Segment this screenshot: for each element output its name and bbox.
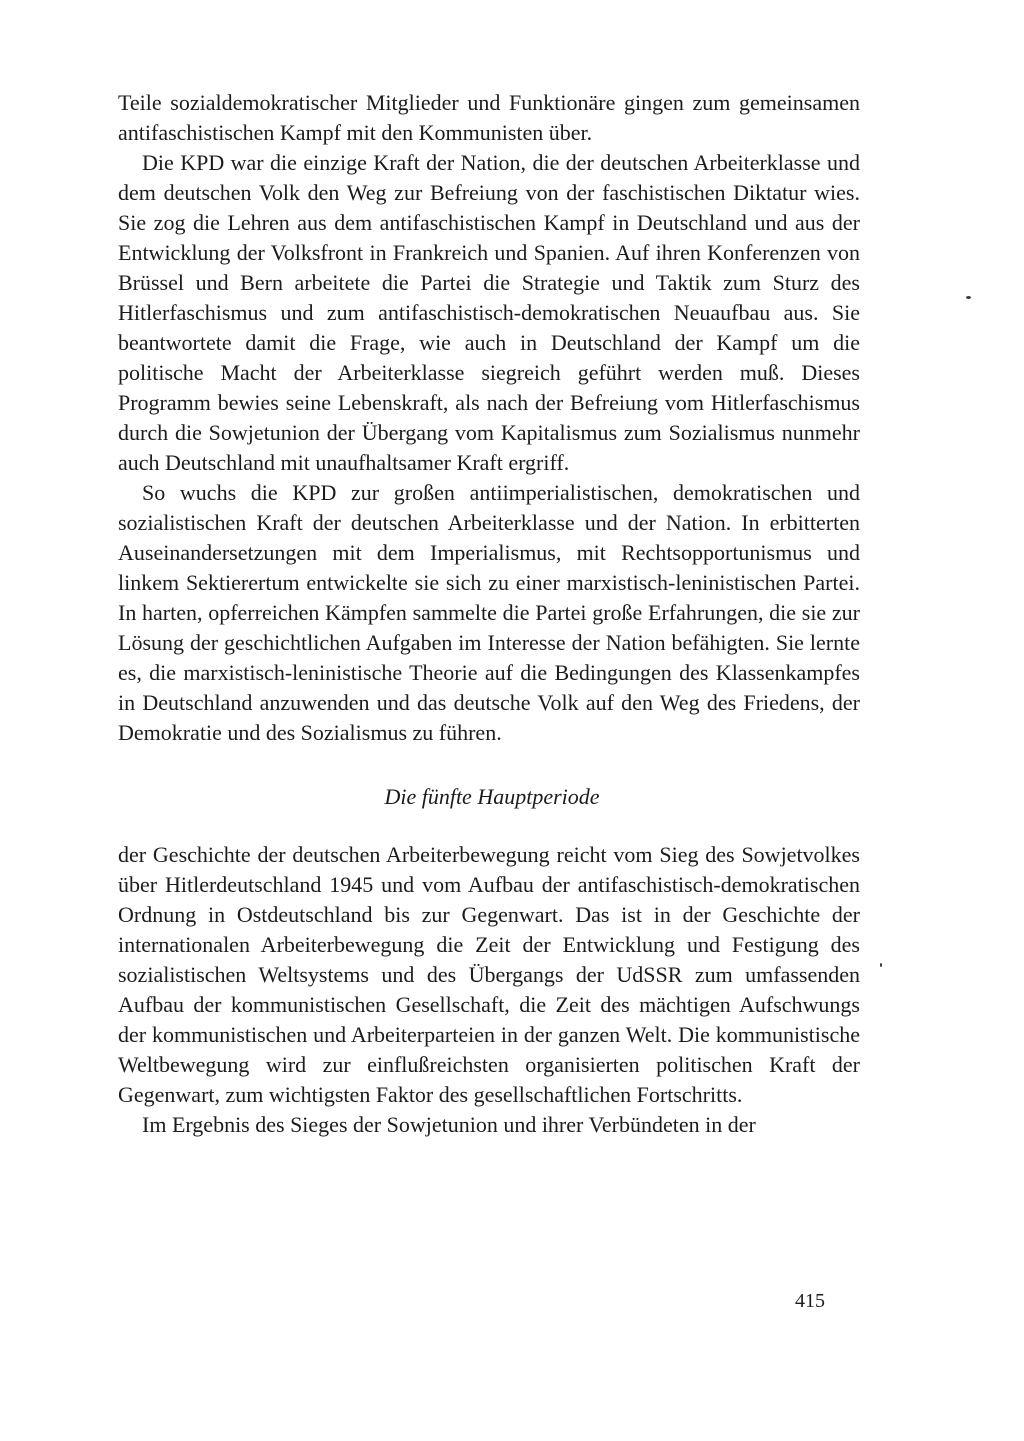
page-number: 415 xyxy=(795,1290,825,1312)
page-body xyxy=(118,88,860,1140)
scan-speck xyxy=(966,296,971,299)
paragraph-5: Im Ergebnis des Sieges der Sowjetunion und ihrer Verbündeten in der xyxy=(142,1112,756,1137)
section-heading: Die fünfte Hauptperiode xyxy=(384,784,600,809)
paragraph-1: Teile sozialdemokratischer Mitglieder und Funktionäre gingen zum gemeinsamen antifaschistischen Kampf mit den Kommunisten über. xyxy=(118,90,860,145)
paragraph-4: der Geschichte der deutschen Arbeiterbewegung reicht vom Sieg des Sowjetvolkes über Hitlerdeutschland 1945 und vom Aufbau der antifaschistisch-demokratischen Ordnung in Ostdeutschland bis zur Gegenwart. Das ist in der Geschichte der internationalen Arbeiterbewegung die Zeit der Entwicklung und Festigung des sozialistischen Weltsystems und des Übergangs der UdSSR zum umfassenden Aufbau der kommunistischen Gesellschaft, die Zeit des mächtigen Aufschwungs der kommunistischen und Arbeiterparteien in der ganzen Welt. Die kommunistische Weltbewegung wird zur einflußreichsten organisierten politischen Kraft der Gegenwart, zum wichtigsten Faktor des gesellschaftlichen Fortschritts. xyxy=(118,842,860,1107)
paragraph-2: Die KPD war die einzige Kraft der Nation, die der deutschen Arbeiterklasse und dem deutschen Volk den Weg zur Befreiung von der faschistischen Diktatur wies. Sie zog die Lehren aus dem antifaschistischen Kampf in Deutschland und aus der Entwicklung der Volksfront in Frankreich und Spanien. Auf ihren Konferenzen von Brüssel und Bern arbeitete die Partei die Strategie und Taktik zum Sturz des Hitlerfaschismus und zum antifaschistisch-demokratischen Neuaufbau aus. Sie beantwortete damit die Frage, wie auch in Deutschland der Kampf um die politische Macht der Arbeiterklasse siegreich geführt werden muß. Dieses Programm bewies seine Lebenskraft, als nach der Befreiung vom Hitlerfaschismus durch die Sowjetunion der Übergang vom Kapitalismus zum Sozialismus nunmehr auch Deutschland mit unaufhaltsamer Kraft ergriff. xyxy=(118,150,860,475)
paragraph-3: So wuchs die KPD zur großen antiimperialistischen, demokratischen und sozialistischen Kraft der deutschen Arbeiterklasse und der Nation. In erbitterten Auseinandersetzungen mit dem Imperialismus, mit Rechtsopportunismus und linkem Sektierertum entwickelte sie sich zu einer marxistisch-leninistischen Partei. In harten, opferreichen Kämpfen sammelte die Partei große Erfahrungen, die sie zur Lösung der geschichtlichen Aufgaben im Interesse der Nation befähigten. Sie lernte es, die marxistisch-leninistische Theorie auf die Bedingungen des Klassenkampfes in Deutschland anzuwenden und das deutsche Volk auf den Weg des Friedens, der Demokratie und des Sozialismus zu führen. xyxy=(118,480,860,745)
scan-speck xyxy=(880,963,882,967)
